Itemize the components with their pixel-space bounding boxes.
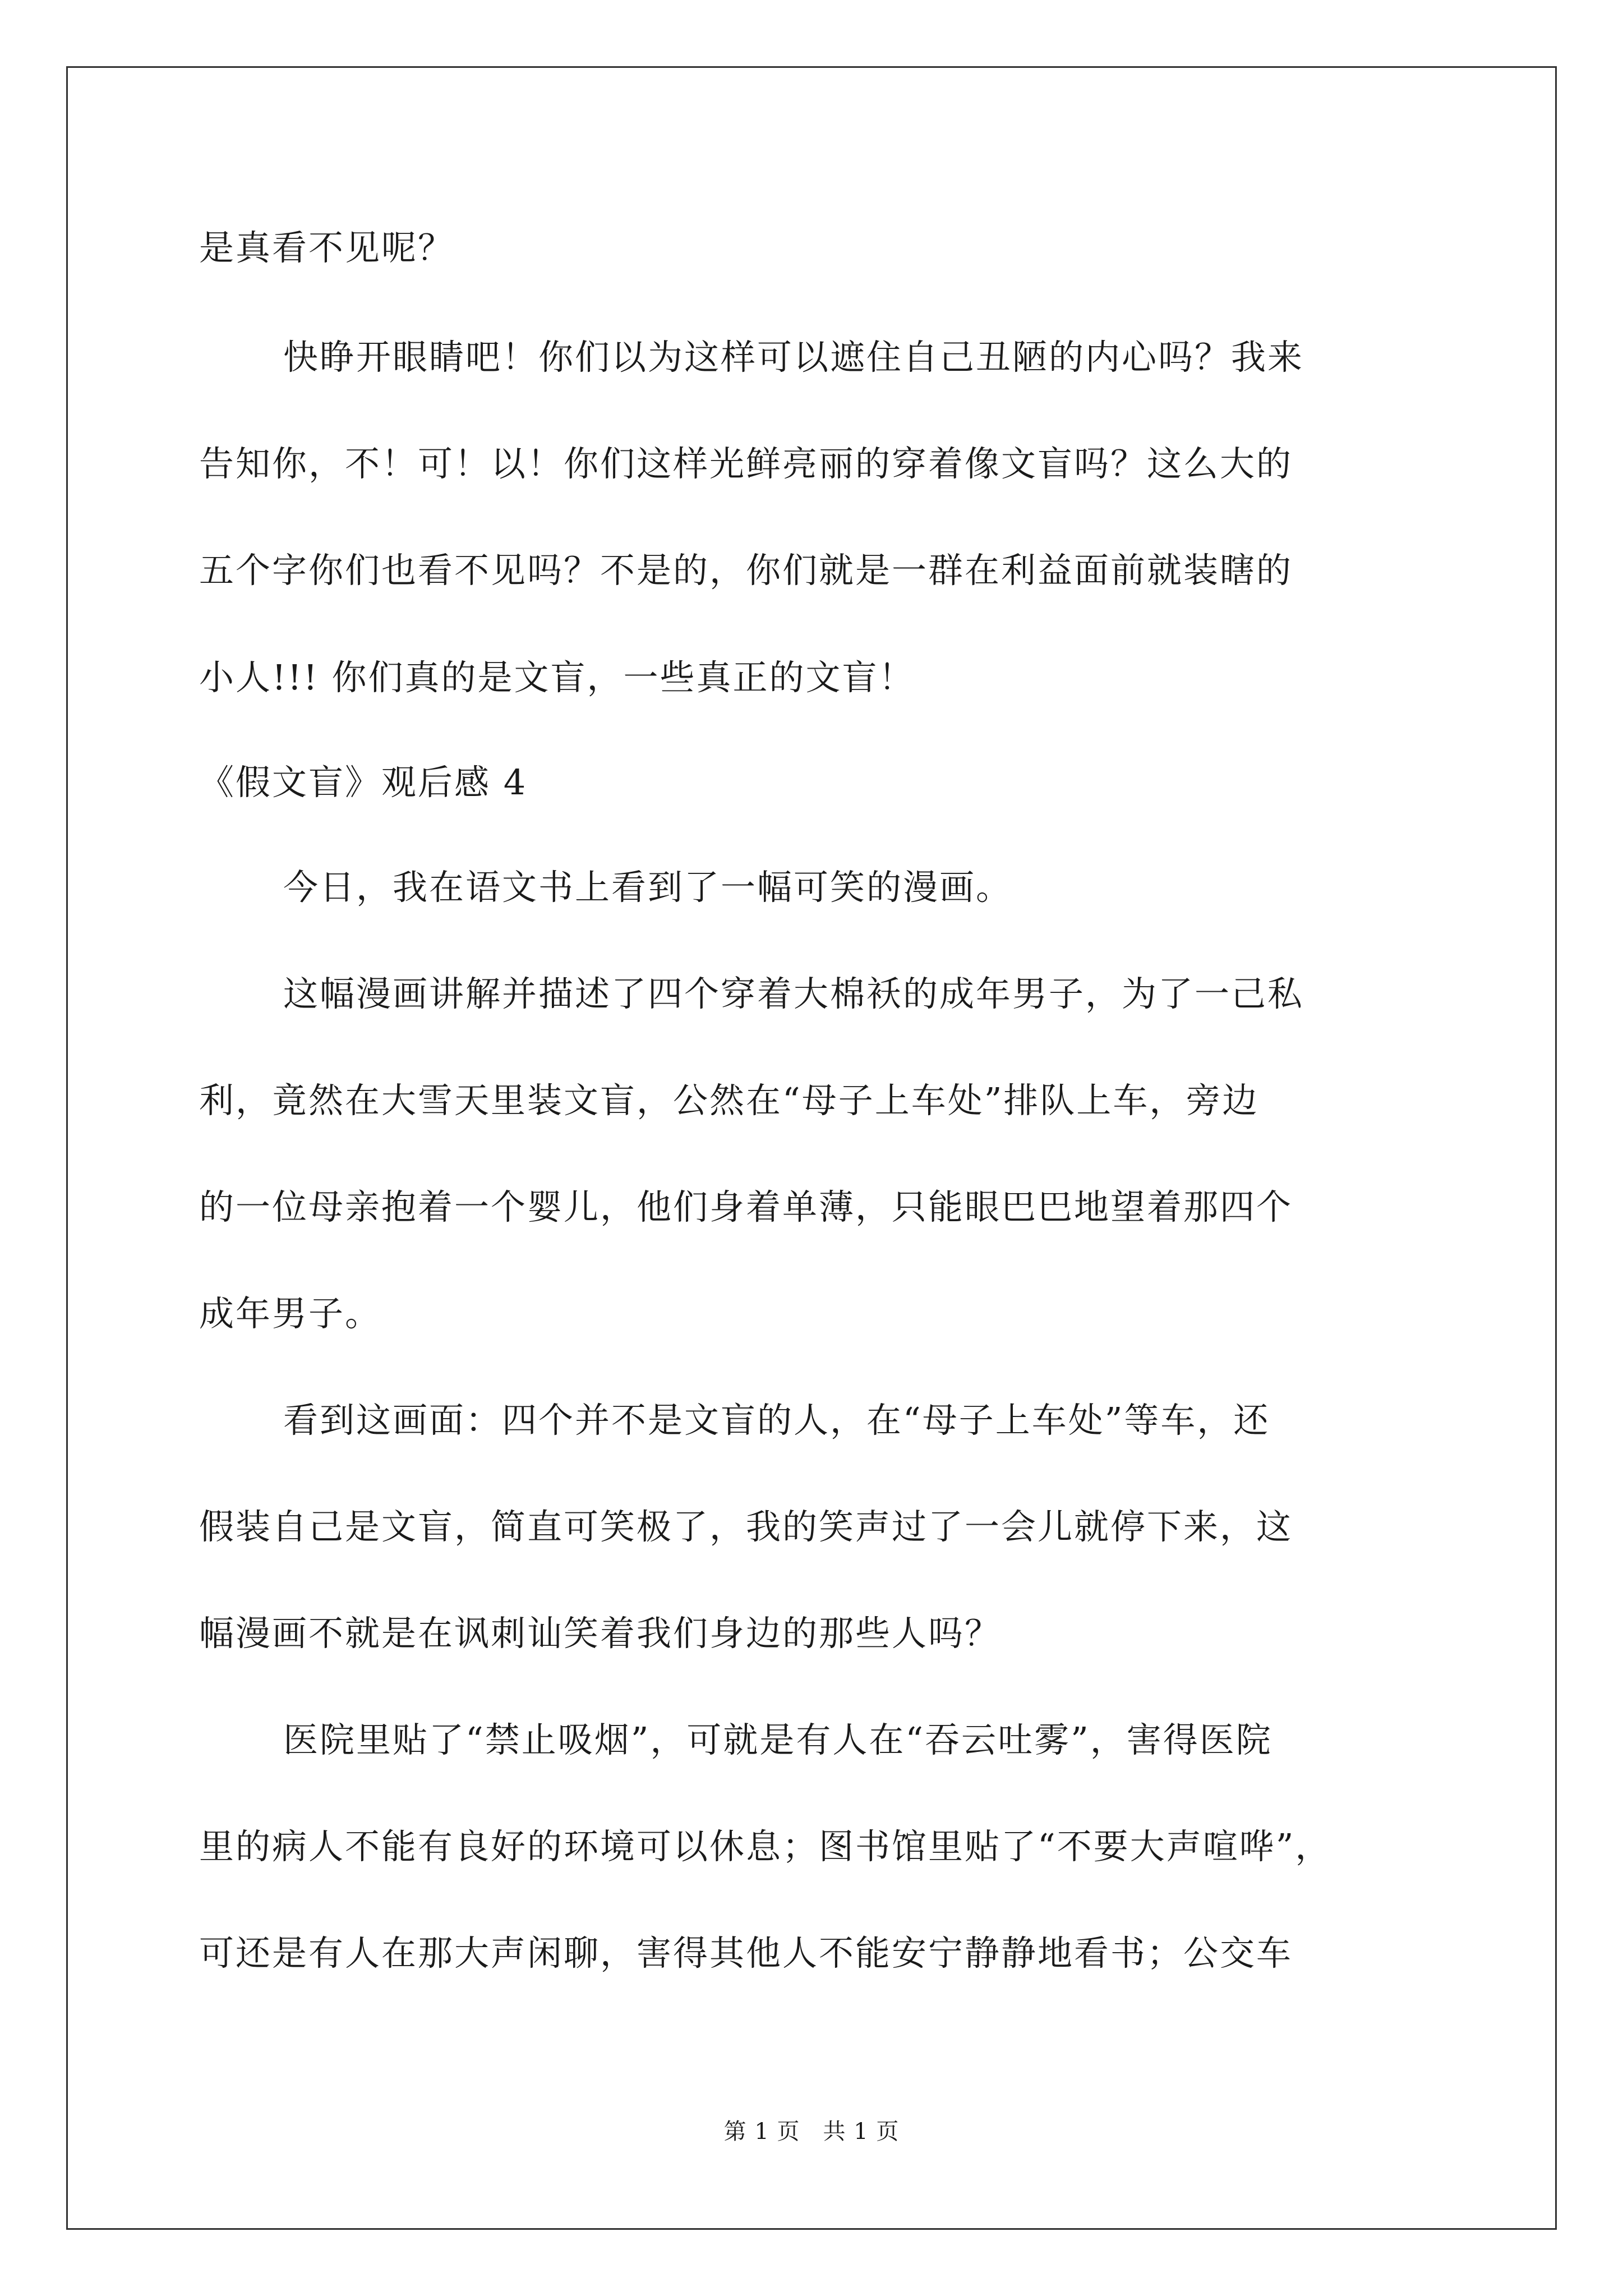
text-line-13: 幅漫画不就是在讽刺讪笑着我们身边的那些人吗？ xyxy=(199,1613,1002,1654)
text-line-11: 看到这画面：四个并不是文盲的人，在“母子上车处”等车，还 xyxy=(283,1400,1270,1441)
text-line-1: 是真看不见呢？ xyxy=(199,227,455,268)
page-number-footer: 第 1 页 共 1 页 xyxy=(723,2119,900,2145)
text-line-4: 五个字你们也看不见吗？不是的，你们就是一群在利益面前就装瞎的 xyxy=(199,550,1293,591)
section-heading: 《假文盲》观后感 4 xyxy=(199,762,528,803)
text-line-10: 成年男子。 xyxy=(199,1293,382,1334)
text-line-16: 可还是有人在那大声闲聊，害得其他人不能安宁静静地看书；公交车 xyxy=(199,1932,1293,1973)
text-line-9: 的一位母亲抱着一个婴儿，他们身着单薄，只能眼巴巴地望着那四个 xyxy=(199,1186,1293,1227)
text-line-6: 今日，我在语文书上看到了一幅可笑的漫画。 xyxy=(283,867,1013,908)
text-line-7: 这幅漫画讲解并描述了四个穿着大棉袄的成年男子，为了一己私 xyxy=(283,973,1304,1014)
text-line-2: 快睁开眼睛吧！你们以为这样可以遮住自己丑陋的内心吗？我来 xyxy=(283,337,1304,378)
page-border xyxy=(66,66,1557,2230)
text-line-14: 医院里贴了“禁止吸烟”，可就是有人在“吞云吐雾”，害得医院 xyxy=(283,1719,1272,1760)
text-line-5: 小人!!! 你们真的是文盲，一些真正的文盲！ xyxy=(199,657,915,698)
text-line-8: 利，竟然在大雪天里装文盲，公然在“母子上车处”排队上车，旁边 xyxy=(199,1080,1259,1121)
text-line-15: 里的病人不能有良好的环境可以休息；图书馆里贴了“不要大声喧哗”， xyxy=(199,1826,1332,1867)
text-line-3: 告知你，不！可！以！你们这样光鲜亮丽的穿着像文盲吗？这么大的 xyxy=(199,443,1293,484)
text-line-12: 假装自己是文盲，简直可笑极了，我的笑声过了一会儿就停下来，这 xyxy=(199,1506,1293,1547)
